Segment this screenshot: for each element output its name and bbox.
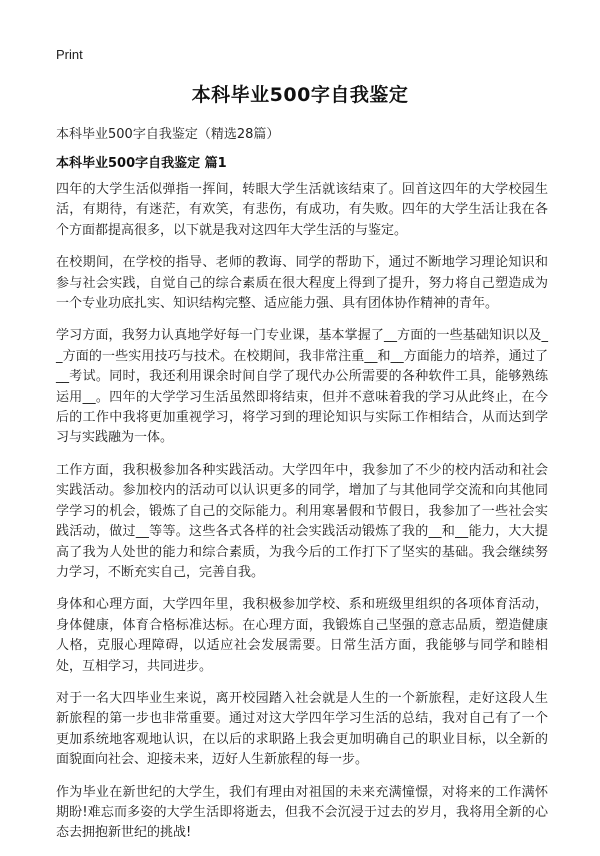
paragraph-1: 四年的大学生活似弹指一挥间，转眼大学生活就该结束了。回首这四年的大学校园生活，有期待，有迷茫，有欢笑，有悲伤，有成功，有失败。四年的大学生活让我在各个方面都提高很多，以下就是我对这四年大学生活的与鉴定。 bbox=[56, 182, 548, 238]
paragraph-6: 对于一名大四毕业生来说，离开校园踏入社会就是人生的一个新旅程，走好这段人生新旅程的第一步也非常重要。通过对这大学四年学习生活的总结，我对自己有了一个更加系统地客观地认识，在以后的求职路上我会更加明确自己的职业目标，以全新的面貌面向社会、迎接未来，迈好人生新旅程的每一步。 bbox=[56, 690, 548, 768]
paragraph-4: 工作方面，我积极参加各种实践活动。大学四年中，我参加了不少的校内活动和社会实践活动。参加校内的活动可以认识更多的同学，增加了与其他同学交流和向其他同学学习的机会，锻炼了自己的交际能力。利用寒暑假和节假日，我参加了一些社会实践活动，做过__等等。这些各式各样的社会实践活动锻炼了我的__和__能力，大大提高了我为人处世的能力和综合素质，为我今后的工作打下了坚实的基础。我会继续努力学习，不断充实自己，完善自我。 bbox=[56, 462, 548, 580]
document-subtitle: 本科毕业500字自我鉴定（精选28篇） bbox=[56, 127, 280, 142]
paragraph-7: 作为毕业在新世纪的大学生，我们有理由对祖国的未来充满憧憬，对将来的工作满怀期盼!难忘而多姿的大学生活即将逝去，但我不会沉浸于过去的岁月，我将用全新的心态去拥抱新世纪的挑战! bbox=[56, 784, 548, 841]
document-title: 本科毕业500字自我鉴定 bbox=[191, 84, 409, 106]
document-body bbox=[56, 180, 548, 856]
paragraph-3: 学习方面，我努力认真地学好每一门专业课，基本掌握了__方面的一些基础知识以及__方面的一些实用技巧与技术。在校期间，我非常注重__和__方面能力的培养，通过了__考试。同时，我还利用课余时间自学了现代办公所需要的各种软件工具，能够熟练运用__。四年的大学学习生活虽然即将结束，但并不意味着我的学习从此终止，在今后的工作中我将更加重视学习，将学习到的理论知识与实际工作相结合，从而达到学习与实践融为一体。 bbox=[56, 328, 548, 446]
print-link[interactable]: Print bbox=[56, 47, 83, 62]
section-heading: 本科毕业500字自我鉴定 篇1 bbox=[56, 156, 227, 171]
paragraph-5: 身体和心理方面，大学四年里，我积极参加学校、系和班级里组织的各项体育活动，身体健康，体育合格标准达标。在心理方面，我锻炼自己坚强的意志品质，塑造健康人格，克服心理障碍，以适应社会发展需要。日常生活方面，我能够与同学和睦相处，互相学习，共同进步。 bbox=[56, 597, 548, 674]
paragraph-2: 在校期间，在学校的指导、老师的教诲、同学的帮助下，通过不断地学习理论知识和参与社会实践，自觉自己的综合素质在很大程度上得到了提升，努力将自己塑造成为一个专业功底扎实、知识结构完整、适应能力强、具有团体协作精神的青年。 bbox=[56, 255, 548, 312]
